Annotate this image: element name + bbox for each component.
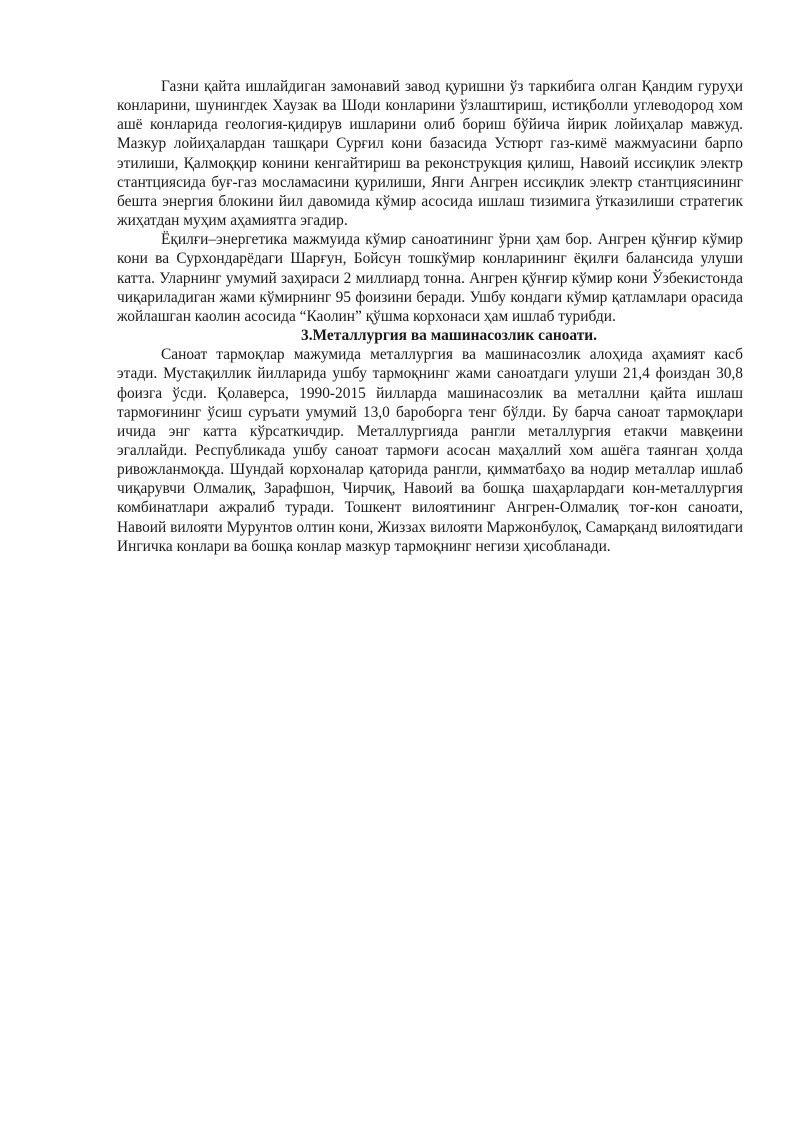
paragraph-gas-projects: Газни қайта ишлайдиган замонавий завод қуришни ўз таркибига олган Қандим гуруҳи конларини, шунингдек Хаузак ва Шоди конларини ўзлаштириш, истиқболли углеводород хом ашё конларида геология-қидирув ишларини олиб бориш бўйича йирик лойиҳалар мавжуд. Мазкур лойиҳалардан ташқари Сурғил кони базасида Устюрт газ-кимё мажмуасини барпо этилиши, Қалмоққир конини кенгайтириш ва реконструкция қилиш, Навоий иссиқлик электр стантциясида буғ-газ мосламасини қурилиши, Янги Ангрен иссиқлик электр стантциясининг бешта энергия блокини йил давомида кўмир асосида ишлаш тизимига ўтказилиши стратегик жиҳатдан муҳим аҳамиятга эгадир.	[117, 78, 743, 230]
section-heading: 3.Металлургия ва машинасозлик саноати.	[301, 327, 597, 345]
paragraph-coal-industry: Ёқилғи–энергетика мажмуида кўмир саноатининг ўрни ҳам бор. Ангрен қўнғир кўмир кони ва Сурхондарёдаги Шарғун, Бойсун тошкўмир конларининг ёқилғи балансида улуши катта. Уларнинг умумий заҳираси 2 миллиард тонна. Ангрен қўнғир кўмир кони Ўзбекистонда чиқариладиган жами кўмирнинг 95 фоизини беради. Ушбу кондаги кўмир қатламлари орасида жойлашган каолин асосида “Каолин” қўшма корхонаси ҳам ишлаб турибди.	[117, 231, 743, 325]
document-body	[117, 77, 743, 556]
paragraph-metallurgy: Саноат тармоқлар мажумида металлургия ва машинасозлик алоҳида аҳамият касб этади. Мустақиллик йилларида ушбу тармоқнинг жами саноатдаги улуши 21,4 фоиздан 30,8 фоизга ўсди. Қолаверса, 1990-2015 йилларда машинасозлик ва металлни қайта ишлаш тармоғининг ўсиш суръати умумий 13,0 бароборга тенг бўлди. Бу барча саноат тармоқлари ичида энг катта кўрсаткичдир. Металлургияда рангли металлургия етакчи мавқеини эгаллайди. Республикада ушбу саноат тармоғи асосан маҳаллий хом ашёга таянган ҳолда ривожланмоқда. Шундай корхоналар қаторида рангли, қимматбаҳо ва нодир металлар ишлаб чиқарувчи Олмалиқ, Зарафшон, Чирчиқ, Навоий ва бошқа шаҳарлардаги кон-металлургия комбинатлари ажралиб туради. Тошкент вилоятининг Ангрен-Олмалиқ тоғ-кон саноати, Навоий вилояти Мурунтов олтин кони, Жиззах вилояти Маржонбулоқ, Самарқанд вилоятидаги Ингичка конлари ва бошқа конлар мазкур тармоқнинг негизи ҳисобланади.	[117, 346, 743, 555]
